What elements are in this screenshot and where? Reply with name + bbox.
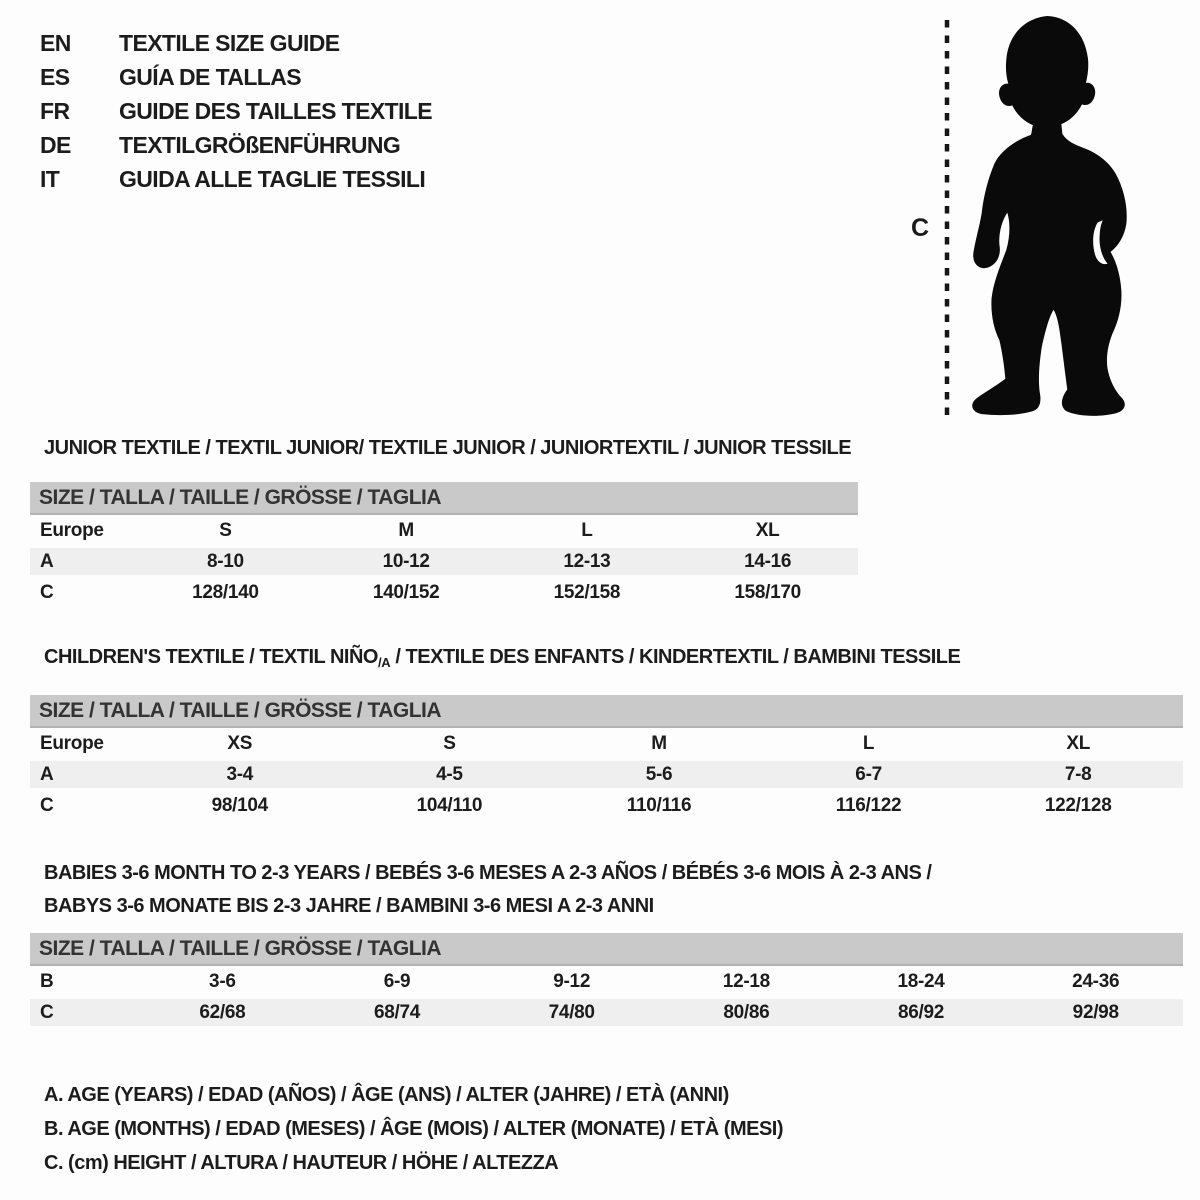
height-cell: 86/92 <box>898 1001 945 1023</box>
row-label: C <box>40 1001 54 1023</box>
table-row-europe <box>30 515 858 546</box>
age-cell: 8-10 <box>206 550 244 572</box>
height-cell: 104/110 <box>416 794 483 816</box>
height-cell: 74/80 <box>548 1001 595 1023</box>
age-cell: 12-18 <box>722 970 770 992</box>
height-measure-figure <box>905 10 1165 420</box>
age-cell: 24-36 <box>1072 970 1120 992</box>
age-cell: 3-4 <box>226 763 254 785</box>
height-cell: 128/140 <box>192 581 259 603</box>
row-label: B <box>40 970 54 992</box>
height-cell: 68/74 <box>373 1001 421 1023</box>
babies-section-heading <box>44 857 1200 923</box>
height-cell: 122/128 <box>1044 794 1112 816</box>
table-row-age-years <box>30 759 1183 790</box>
height-cell: 98/104 <box>211 794 268 816</box>
junior-section-heading: JUNIOR TEXTILE / TEXTIL JUNIOR/ TEXTILE JUNIOR / JUNIORTEXTIL / JUNIOR TESSILE <box>44 437 852 459</box>
age-cell: 12-13 <box>563 550 611 572</box>
legend-line-b: B. AGE (MONTHS) / EDAD (MESES) / ÂGE (MOIS) / ALTER (MONATE) / ETÀ (MESI) <box>44 1118 784 1140</box>
babies-heading-line2: BABYS 3-6 MONATE BIS 2-3 JAHRE / BAMBINI 3-6 MESI A 2-3 ANNI <box>44 895 654 917</box>
row-label: Europe <box>40 519 104 541</box>
legend-line-a: A. AGE (YEARS) / EDAD (AÑOS) / ÂGE (ANS) / ALTER (JAHRE) / ETÀ (ANNI) <box>44 1084 729 1106</box>
size-table-header: SIZE / TALLA / TAILLE / GRÖSSE / TAGLIA <box>30 482 858 515</box>
language-code: EN <box>40 30 71 56</box>
size-cell: S <box>219 519 232 541</box>
legend-line-c: C. (cm) HEIGHT / ALTURA / HAUTEUR / HÖHE / ALTEZZA <box>44 1152 559 1174</box>
age-cell: 3-6 <box>209 970 236 992</box>
size-cell: L <box>581 519 593 541</box>
guide-title: TEXTILGRÖßENFÜHRUNG <box>119 132 401 158</box>
size-cell: XL <box>755 519 780 541</box>
guide-title: GUIDE DES TAILLES TEXTILE <box>119 98 432 124</box>
tables-content <box>0 437 1200 1180</box>
table-row-age-months <box>30 966 1183 997</box>
language-code: FR <box>40 98 70 124</box>
age-cell: 5-6 <box>645 763 673 785</box>
language-code: DE <box>40 132 71 158</box>
children-heading-subscript: /A <box>377 655 391 670</box>
children-section-heading <box>44 646 1200 674</box>
guide-title: GUÍA DE TALLAS <box>119 64 301 90</box>
language-code: ES <box>40 64 70 90</box>
row-label: A <box>40 550 54 572</box>
language-row-es <box>40 60 432 94</box>
table-row-height-cm <box>30 790 1183 821</box>
language-row-it <box>40 162 432 196</box>
language-row-en <box>40 26 432 60</box>
size-cell: M <box>398 519 414 541</box>
size-cell: L <box>862 732 875 754</box>
row-label: C <box>40 794 54 816</box>
children-heading-end: / TEXTILE DES ENFANTS / KINDERTEXTIL / BAMBINI TESSILE <box>390 646 961 668</box>
language-row-de <box>40 128 432 162</box>
table-row-europe <box>30 728 1183 759</box>
children-heading-start: CHILDREN'S TEXTILE / TEXTIL NIÑO <box>44 646 378 668</box>
height-cell: 92/98 <box>1072 1001 1119 1023</box>
height-cell: 62/68 <box>199 1001 246 1023</box>
size-table-header: SIZE / TALLA / TAILLE / GRÖSSE / TAGLIA <box>30 933 1183 966</box>
age-cell: 14-16 <box>744 550 792 572</box>
age-cell: 7-8 <box>1064 763 1092 785</box>
height-cell: 80/86 <box>723 1001 770 1023</box>
height-cell: 140/152 <box>372 581 440 603</box>
babies-heading-line1: BABIES 3-6 MONTH TO 2-3 YEARS / BEBÉS 3-6 MESES A 2-3 AÑOS / BÉBÉS 3-6 MOIS À 2-3 ANS / <box>44 862 932 884</box>
legend <box>44 1078 1200 1180</box>
table-row-height-cm <box>30 997 1183 1028</box>
babies-size-table <box>30 933 1183 1028</box>
size-cell: M <box>651 732 667 754</box>
height-cell: 110/116 <box>626 794 692 816</box>
junior-size-table <box>30 482 858 608</box>
age-cell: 9-12 <box>553 970 591 992</box>
top-block <box>0 0 1200 420</box>
table-row-height-cm <box>30 577 858 608</box>
row-label: A <box>40 763 54 785</box>
language-guide-list <box>40 26 432 196</box>
table-row-age-years <box>30 546 858 577</box>
size-table-header: SIZE / TALLA / TAILLE / GRÖSSE / TAGLIA <box>30 695 1183 728</box>
toddler-silhouette-icon <box>963 14 1145 419</box>
height-cell: 116/122 <box>835 794 902 816</box>
size-cell: S <box>443 732 456 754</box>
age-cell: 10-12 <box>382 550 430 572</box>
age-cell: 18-24 <box>897 970 945 992</box>
guide-title: GUIDA ALLE TAGLIE TESSILI <box>119 166 426 192</box>
measure-label-c: C <box>911 214 930 242</box>
age-cell: 6-9 <box>383 970 411 992</box>
age-cell: 6-7 <box>855 763 882 785</box>
language-code: IT <box>40 166 60 192</box>
height-cell: 152/158 <box>553 581 621 603</box>
height-cell: 158/170 <box>734 581 801 603</box>
height-dashed-line-icon <box>943 18 951 420</box>
row-label: Europe <box>40 732 104 754</box>
children-size-table <box>30 695 1183 821</box>
size-cell: XL <box>1066 732 1091 754</box>
guide-title: TEXTILE SIZE GUIDE <box>119 30 340 56</box>
language-row-fr <box>40 94 432 128</box>
age-cell: 4-5 <box>436 763 463 785</box>
size-cell: XS <box>227 732 253 754</box>
row-label: C <box>40 581 54 603</box>
